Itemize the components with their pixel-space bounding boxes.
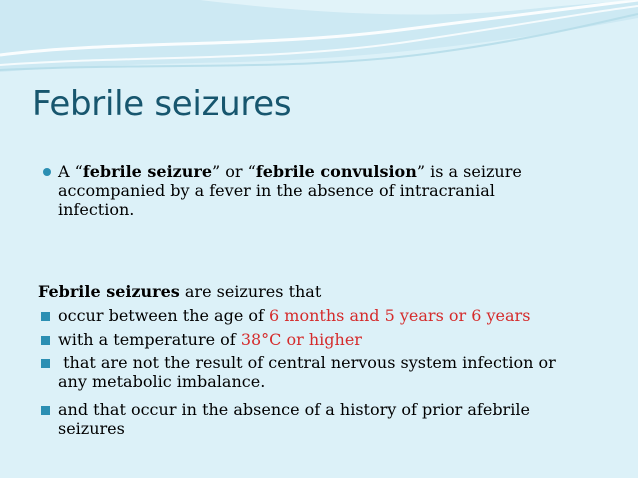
- text-segment: ” or “: [212, 162, 256, 181]
- list-item: [58, 306, 530, 325]
- bullet-text-line1: [58, 162, 522, 181]
- text-segment: with a temperature of: [58, 330, 241, 349]
- square-bullet-icon: [41, 359, 50, 368]
- bold-term: Febrile seizures: [38, 282, 180, 301]
- bold-term: febrile convulsion: [255, 162, 417, 181]
- section-heading: [38, 282, 321, 301]
- list-item-continuation: any metabolic imbalance.: [58, 372, 266, 391]
- list-item: [58, 330, 362, 349]
- bold-term: febrile seizure: [82, 162, 213, 181]
- text-segment: are seizures that: [179, 282, 322, 301]
- list-item-continuation: seizures: [58, 419, 125, 438]
- text-segment: ” is a seizure: [416, 162, 522, 181]
- bullet-text-line3: infection.: [58, 200, 135, 219]
- bullet-dot: [43, 168, 51, 176]
- list-item: that are not the result of central nervous system infection or: [58, 353, 556, 372]
- highlight-text: 6 months and 5 years or 6 years: [269, 306, 531, 325]
- square-bullet-icon: [41, 336, 50, 345]
- highlight-text: 38°C or higher: [240, 330, 362, 349]
- text-segment: occur between the age of: [58, 306, 270, 325]
- bullet-text-line2: accompanied by a fever in the absence of intracranial: [58, 181, 495, 200]
- list-item: and that occur in the absence of a history of prior afebrile: [58, 400, 530, 419]
- square-bullet-icon: [41, 312, 50, 321]
- slide-title: Febrile seizures: [32, 84, 292, 124]
- square-bullet-icon: [41, 406, 50, 415]
- text-segment: A “: [58, 162, 83, 181]
